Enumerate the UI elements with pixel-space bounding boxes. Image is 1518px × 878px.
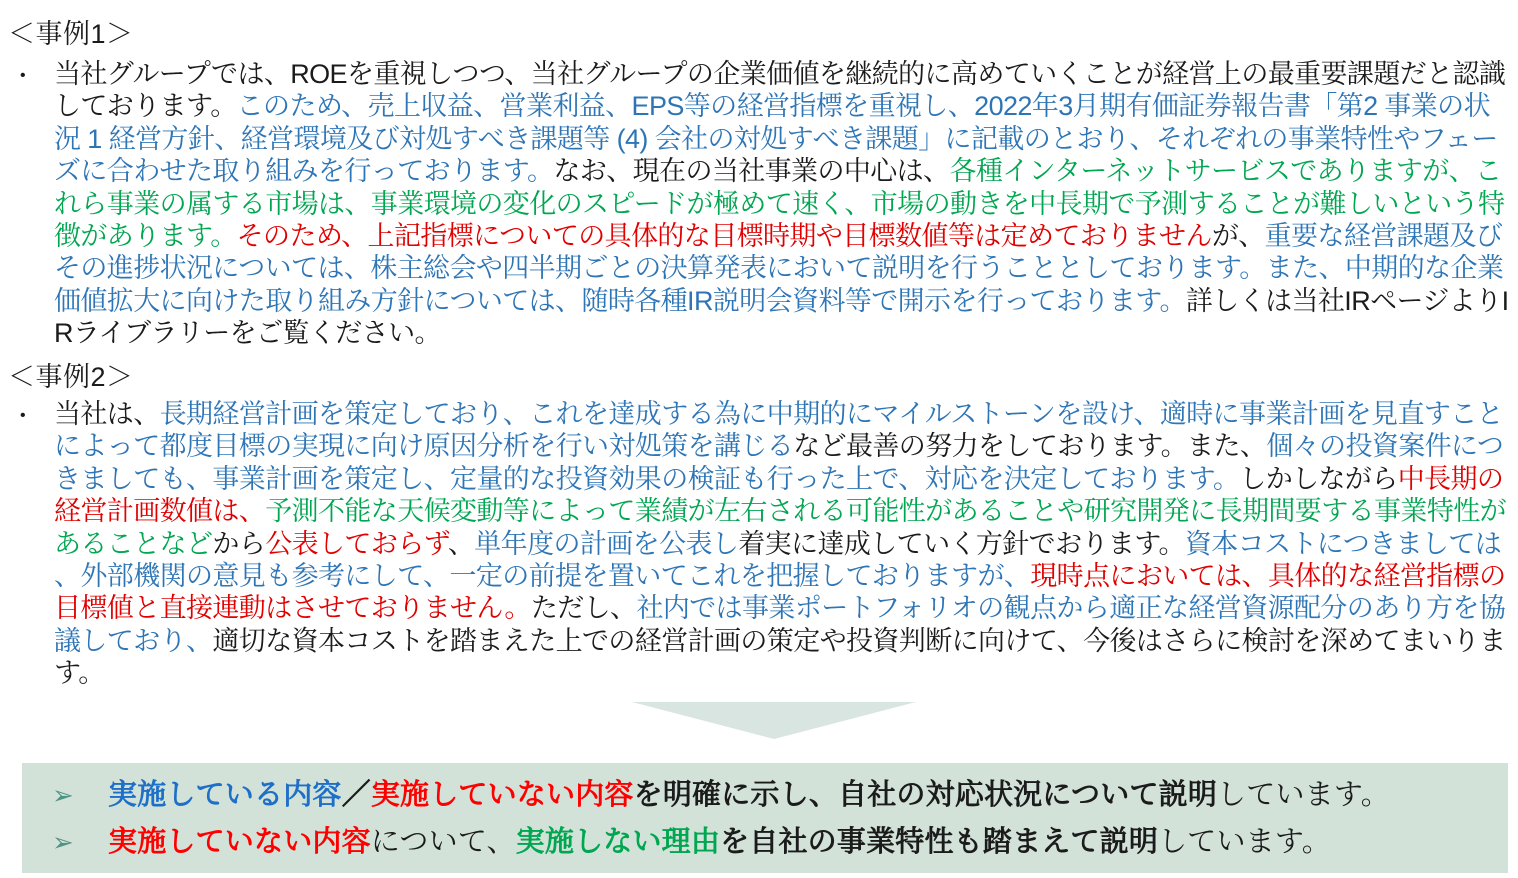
text-segment: 詳しくは当社IRページよりIRライブラリーをご覧ください。 bbox=[54, 285, 1509, 349]
text-segment: 予測不能な天候変動等によって業績が左右される可能性があることや研究開発に長期間要する事業特性があることなど bbox=[54, 496, 1507, 559]
text-segment: 中長期の経営計画数値は、 bbox=[54, 463, 1504, 527]
text-segment: ／ bbox=[341, 779, 371, 811]
text-segment: しています。 bbox=[1217, 779, 1390, 811]
text-segment: を明確に示し、自社の対応状況について説明 bbox=[633, 779, 1218, 811]
example2-text bbox=[54, 398, 1510, 690]
summary-item-1 bbox=[52, 776, 1488, 814]
bullet-dot-icon: • bbox=[20, 407, 26, 424]
example2-paragraph bbox=[20, 398, 1510, 690]
example1-heading: ＜事例1＞ bbox=[8, 19, 134, 49]
text-segment: 個々の投資案件につきましても、事業計画を策定し、定量的な投資効果の検証も行った上で、対応を決定しております。 bbox=[54, 431, 1504, 494]
summary-box bbox=[22, 763, 1508, 873]
example1-text bbox=[54, 58, 1510, 350]
summary-item-2 bbox=[52, 823, 1488, 861]
text-segment: 着実に達成していく方針でおります。 bbox=[738, 528, 1185, 559]
text-segment: 公表しておらず bbox=[265, 528, 448, 559]
text-segment: 資本コストにつきましては、外部機関の意見も参考にして、一定の前提を置いてこれを把握しておりますが、 bbox=[54, 528, 1502, 592]
text-segment: 単年度の計画を公表し bbox=[474, 528, 739, 559]
summary-item-2-text bbox=[108, 823, 1488, 861]
down-arrow-icon bbox=[632, 702, 916, 739]
text-segment: 、 bbox=[447, 528, 475, 559]
arrowhead-bullet-icon: ➢ bbox=[52, 780, 74, 810]
text-segment: 当社グループでは、ROEを重視しつつ、当社グループの企業価値を継続的に高めていくことが経営上の最重要課題だと認識しております。 bbox=[54, 59, 1506, 122]
text-segment: 実施しない理由 bbox=[515, 826, 721, 858]
text-segment: を自社の事業特性も踏まえて説明 bbox=[720, 826, 1159, 858]
text-segment: から bbox=[212, 528, 266, 559]
example1-paragraph bbox=[20, 58, 1510, 350]
text-segment: しています。 bbox=[1158, 826, 1331, 858]
text-segment: 当社は、 bbox=[54, 399, 160, 429]
bullet-dot-icon: • bbox=[20, 67, 26, 84]
text-segment: 社内では事業ポートフォリオの観点から適正な経営資源配分のあり方を協議しており、 bbox=[54, 593, 1506, 656]
text-segment: なお、現在の当社事業の中心は、 bbox=[553, 156, 950, 187]
text-segment: 実施していない内容 bbox=[370, 779, 634, 811]
text-segment: 実施している内容 bbox=[108, 779, 342, 811]
text-segment: 適切な資本コストを踏まえた上での経営計画の策定や投資判断に向けて、今後はさらに検討を深めてまいります。 bbox=[54, 625, 1506, 689]
text-segment: 長期経営計画を策定しており、これを達成する為に中期的にマイルストーンを設け、適時に事業計画を見直すことによって都度目標の実現に向け原因分析を行い対処策を講じる bbox=[54, 399, 1504, 462]
text-segment: このため、売上収益、営業利益、EPS等の経営指標を重視し、2022年3月期有価証券報告書「第2 事業の状況 1 経営方針、経営環境及び対処すべき課題等 (4) 会社の対処すべき課題」に記載のとおり、それぞれの事業特性やフェーズに合わせた取り組みを行っております。 bbox=[54, 91, 1498, 187]
text-segment: 重要な経営課題及びその進捗状況については、株主総会や四半期ごとの決算発表において説明を行うこととしております。また、中期的な企業価値拡大に向けた取り組み方針については、随時各種IR説明会資料等で開示を行っております。 bbox=[54, 221, 1504, 316]
text-segment: について、 bbox=[370, 826, 516, 858]
text-segment: など最善の努力をしております。また、 bbox=[793, 431, 1267, 462]
text-segment: 実施していない内容 bbox=[108, 826, 371, 858]
text-segment: そのため、上記指標についての具体的な目標時期や目標数値等は定めておりません bbox=[236, 221, 1212, 252]
summary-item-1-text bbox=[108, 776, 1488, 814]
arrowhead-bullet-icon: ➢ bbox=[52, 827, 74, 857]
text-segment: ただし、 bbox=[530, 593, 637, 624]
text-segment: 各種インターネットサービスでありますが、これら事業の属する市場は、事業環境の変化のスピードが極めて速く、市場の動きを中長期で予測することが難しいという特徴があります。 bbox=[54, 156, 1505, 252]
example2-heading: ＜事例2＞ bbox=[8, 362, 134, 392]
text-segment: が、 bbox=[1211, 221, 1265, 252]
text-segment: しかしながら bbox=[1239, 463, 1398, 494]
text-segment: 現時点においては、具体的な経営指標の目標値と直接連動はさせておりません。 bbox=[54, 561, 1506, 624]
